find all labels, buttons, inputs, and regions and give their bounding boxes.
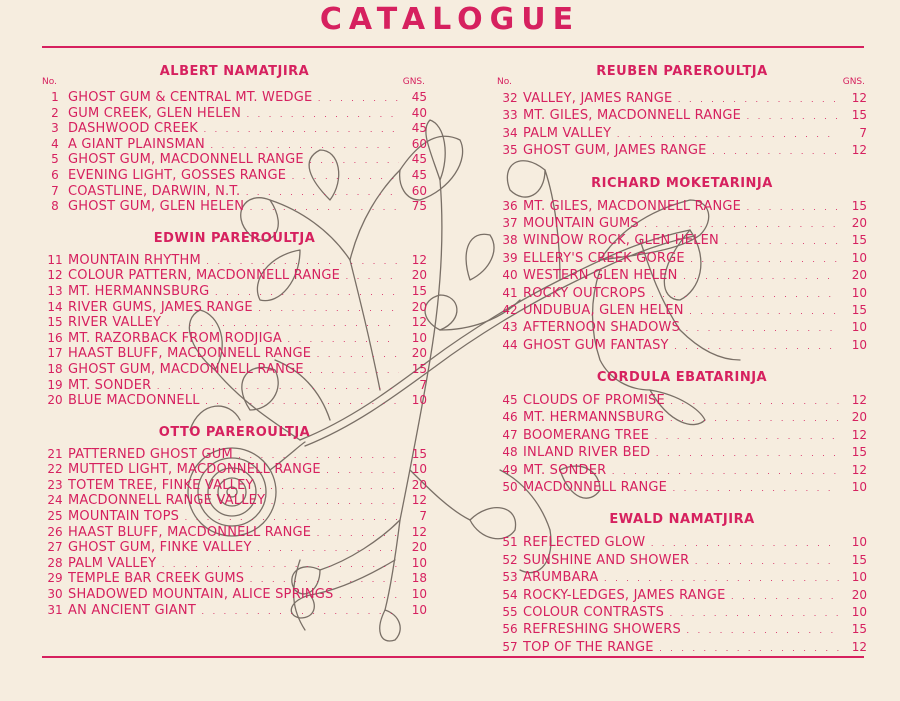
- entry-price: 7: [419, 509, 427, 524]
- catalogue-entry: [42, 284, 427, 300]
- entry-number: 57: [502, 639, 518, 654]
- catalogue-entry: [42, 152, 427, 168]
- entry-title: RIVER GUMS, JAMES RANGE . . .: [68, 300, 399, 317]
- catalogue-entry: [42, 331, 427, 347]
- entry-number: 36: [502, 198, 518, 213]
- entry-title: PATTERNED GHOST GUM . . .: [68, 447, 399, 464]
- entry-number: 37: [502, 215, 518, 230]
- entry-title: HAAST BLUFF, MACDONNELL RANGE . . .: [68, 346, 399, 363]
- entry-title: MT. SONDER . . .: [68, 378, 399, 395]
- catalogue-entry: [42, 184, 427, 200]
- entry-number: 38: [502, 233, 518, 248]
- catalogue-entry: [42, 253, 427, 269]
- catalogue-entry: [497, 409, 867, 426]
- entry-number: 50: [502, 480, 518, 495]
- entry-title: GHOST GUM FANTASY . . .: [523, 337, 839, 355]
- entry-number: 26: [47, 524, 63, 539]
- catalogue-entry: [42, 346, 427, 362]
- entry-number: 42: [502, 302, 518, 317]
- artist-heading: OTTO PAREROULTJA: [158, 424, 311, 440]
- catalogue-entry: [42, 587, 427, 603]
- entry-price: 7: [859, 125, 867, 140]
- entry-title: BOOMERANG TREE . . .: [523, 427, 839, 445]
- no-heading: No.: [42, 77, 57, 87]
- catalogue-entry: [497, 427, 867, 444]
- artist-heading: CORDULA EBATARINJA: [596, 370, 768, 386]
- entry-price: 7: [419, 377, 427, 392]
- entry-number: 44: [502, 337, 518, 352]
- catalogue-entry: [42, 137, 427, 153]
- left-column-header: [42, 62, 427, 90]
- entry-price: 15: [851, 233, 867, 248]
- catalogue-entry: [497, 142, 867, 159]
- entry-number: 45: [502, 393, 518, 408]
- entry-number: 7: [51, 183, 59, 198]
- entry-number: 55: [502, 604, 518, 619]
- artist-group: [497, 90, 867, 160]
- entry-title: RIVER VALLEY . . .: [68, 315, 399, 332]
- entry-number: 14: [47, 299, 63, 314]
- entry-number: 27: [47, 540, 63, 555]
- entry-price: 10: [851, 285, 867, 300]
- gns-heading: GNS.: [402, 77, 425, 87]
- entry-title: COLOUR CONTRASTS . . .: [523, 604, 839, 622]
- catalogue-entry: [42, 525, 427, 541]
- entry-number: 32: [502, 91, 518, 105]
- entry-number: 16: [47, 330, 63, 345]
- entry-title: GHOST GUM, GLEN HELEN . . .: [68, 199, 399, 216]
- catalogue-entry: [497, 267, 867, 284]
- entry-price: 15: [411, 361, 427, 376]
- entry-title: WESTERN GLEN HELEN . . .: [523, 267, 839, 285]
- catalogue-entry: [42, 199, 427, 215]
- entry-price: 75: [411, 199, 427, 214]
- entry-number: 28: [47, 555, 63, 570]
- entry-price: 10: [851, 535, 867, 550]
- catalogue-entry: [42, 571, 427, 587]
- entry-title: MT. GILES, MACDONNELL RANGE . . .: [523, 107, 839, 125]
- entry-price: 20: [411, 346, 427, 361]
- entry-price: 20: [851, 215, 867, 230]
- catalogue-entry: [497, 107, 867, 124]
- entry-number: 15: [47, 315, 63, 330]
- entry-price: 15: [851, 198, 867, 213]
- catalogue-entry: [497, 587, 867, 604]
- entry-number: 8: [51, 199, 59, 214]
- entry-title: GHOST GUM, FINKE VALLEY . . .: [68, 540, 399, 557]
- catalogue-entry: [42, 462, 427, 478]
- entry-price: 15: [411, 446, 427, 461]
- entry-number: 3: [51, 121, 59, 136]
- entry-price: 12: [851, 143, 867, 158]
- entry-number: 6: [51, 167, 59, 182]
- entry-number: 1: [51, 90, 59, 104]
- entry-title: SUNSHINE AND SHOWER . . .: [523, 552, 839, 570]
- catalogue-entry: [42, 362, 427, 378]
- entry-title: REFLECTED GLOW . . .: [523, 534, 839, 552]
- entry-price: 15: [851, 302, 867, 317]
- entry-number: 33: [502, 108, 518, 123]
- entry-number: 43: [502, 320, 518, 335]
- entry-title: HAAST BLUFF, MACDONNELL RANGE . . .: [68, 525, 399, 542]
- entry-price: 45: [411, 152, 427, 167]
- entry-number: 24: [47, 493, 63, 508]
- left-column: [42, 62, 427, 618]
- entry-title: A GIANT PLAINSMAN . . .: [68, 137, 399, 154]
- entry-price: 60: [411, 136, 427, 151]
- top-rule: [42, 46, 864, 48]
- catalogue-entry: [497, 639, 867, 656]
- entry-price: 20: [851, 410, 867, 425]
- entry-number: 52: [502, 552, 518, 567]
- entry-price: 10: [411, 587, 427, 602]
- entry-title: INLAND RIVER BED . . .: [523, 444, 839, 462]
- entry-title: MOUNTAIN GUMS . . .: [523, 215, 839, 233]
- entry-title: AN ANCIENT GIANT . . .: [68, 603, 399, 620]
- entry-price: 10: [411, 555, 427, 570]
- entry-price: 12: [411, 252, 427, 267]
- entry-title: MT. GILES, MACDONNELL RANGE . . .: [523, 198, 839, 216]
- catalogue-entry: [497, 215, 867, 232]
- entry-number: 17: [47, 346, 63, 361]
- artist-group: [42, 447, 427, 619]
- entry-number: 11: [47, 252, 63, 267]
- entry-number: 25: [47, 509, 63, 524]
- entry-price: 12: [411, 493, 427, 508]
- catalogue-entry: [497, 232, 867, 249]
- entry-price: 40: [411, 105, 427, 120]
- entry-price: 12: [851, 393, 867, 408]
- entry-number: 20: [47, 393, 63, 408]
- entry-title: ELLERY'S CREEK GORGE . . .: [523, 250, 839, 268]
- catalogue-entry: [42, 478, 427, 494]
- catalogue-entry: [42, 509, 427, 525]
- entry-number: 35: [502, 143, 518, 158]
- catalogue-entry: [497, 392, 867, 409]
- entry-price: 15: [411, 283, 427, 298]
- entry-number: 22: [47, 462, 63, 477]
- entry-title: EVENING LIGHT, GOSSES RANGE . . .: [68, 168, 399, 185]
- catalogue-entry: [497, 319, 867, 336]
- entry-title: MT. HERMANNSBURG . . .: [523, 409, 839, 427]
- entry-title: UNDUBUA, GLEN HELEN . . .: [523, 302, 839, 320]
- catalogue-entry: [497, 479, 867, 496]
- catalogue-entry: [497, 285, 867, 302]
- catalogue-entry: [497, 250, 867, 267]
- entry-title: MUTTED LIGHT, MACDONNELL RANGE . . .: [68, 462, 399, 479]
- catalogue-entry: [42, 447, 427, 463]
- entry-number: 54: [502, 587, 518, 602]
- gns-heading: GNS.: [842, 77, 865, 87]
- entry-price: 10: [851, 604, 867, 619]
- entry-title: TOP OF THE RANGE . . .: [523, 639, 839, 657]
- entry-number: 56: [502, 622, 518, 637]
- catalogue-entry: [42, 300, 427, 316]
- entry-title: BLUE MACDONNELL . . .: [68, 393, 399, 410]
- entry-title: PALM VALLEY . . .: [68, 556, 399, 573]
- entry-number: 49: [502, 462, 518, 477]
- catalogue-entry: [42, 106, 427, 122]
- entry-title: COASTLINE, DARWIN, N.T. . . .: [68, 184, 399, 201]
- entry-price: 12: [851, 427, 867, 442]
- entry-title: CLOUDS OF PROMISE . . .: [523, 392, 839, 410]
- catalogue-entry: [497, 462, 867, 479]
- entry-number: 21: [47, 446, 63, 461]
- entry-title: ROCKY OUTCROPS . . .: [523, 285, 839, 303]
- entry-number: 48: [502, 445, 518, 460]
- catalogue-entry: [497, 534, 867, 551]
- artist-group: [42, 253, 427, 409]
- catalogue-entry: [497, 604, 867, 621]
- catalogue-entry: [42, 168, 427, 184]
- artist-group: [497, 392, 867, 496]
- artist-group: [497, 534, 867, 656]
- entry-number: 12: [47, 268, 63, 283]
- entry-number: 19: [47, 377, 63, 392]
- artist-heading: ALBERT NAMATJIRA: [159, 64, 310, 79]
- entry-price: 10: [851, 570, 867, 585]
- entry-price: 45: [411, 90, 427, 104]
- entry-price: 10: [851, 250, 867, 265]
- artist-group: [497, 198, 867, 355]
- catalogue-entry: [42, 393, 427, 409]
- entry-price: 10: [851, 480, 867, 495]
- entry-title: GUM CREEK, GLEN HELEN . . .: [68, 106, 399, 123]
- entry-price: 10: [411, 393, 427, 408]
- entry-title: PALM VALLEY . . .: [523, 125, 839, 143]
- entry-price: 45: [411, 121, 427, 136]
- entry-price: 20: [411, 540, 427, 555]
- entry-price: 15: [851, 445, 867, 460]
- catalogue-entry: [42, 493, 427, 509]
- entry-title: REFRESHING SHOWERS . . .: [523, 621, 839, 639]
- entry-price: 10: [411, 330, 427, 345]
- entry-number: 39: [502, 250, 518, 265]
- entry-price: 15: [851, 622, 867, 637]
- catalogue-entry: [42, 90, 427, 106]
- entry-price: 10: [411, 602, 427, 617]
- catalogue-entry: [42, 268, 427, 284]
- catalogue-entry: [42, 603, 427, 619]
- entry-title: SHADOWED MOUNTAIN, ALICE SPRINGS . . .: [68, 587, 399, 604]
- artist-heading: RICHARD MOKETARINJA: [591, 175, 773, 191]
- catalogue-entry: [42, 540, 427, 556]
- entry-number: 29: [47, 571, 63, 586]
- entry-number: 51: [502, 535, 518, 550]
- entry-number: 47: [502, 427, 518, 442]
- entry-price: 60: [411, 183, 427, 198]
- artist-heading: REUBEN PAREROULTJA: [596, 64, 768, 79]
- entry-number: 13: [47, 283, 63, 298]
- catalogue-entry: [497, 198, 867, 215]
- entry-price: 12: [411, 524, 427, 539]
- entry-number: 53: [502, 570, 518, 585]
- catalogue-entry: [42, 315, 427, 331]
- catalogue-entry: [42, 378, 427, 394]
- entry-title: GHOST GUM, JAMES RANGE . . .: [523, 142, 839, 160]
- entry-price: 10: [851, 320, 867, 335]
- entry-title: MACDONNELL RANGE VALLEY . . .: [68, 493, 399, 510]
- no-heading: No.: [497, 77, 512, 87]
- entry-price: 20: [851, 587, 867, 602]
- right-column-header: [497, 62, 867, 90]
- artist-heading: EDWIN PAREROULTJA: [153, 230, 316, 246]
- entry-title: DASHWOOD CREEK . . .: [68, 121, 399, 138]
- catalogue-entry: [497, 621, 867, 638]
- entry-number: 41: [502, 285, 518, 300]
- catalogue-entry: [42, 556, 427, 572]
- entry-price: 20: [411, 268, 427, 283]
- entry-price: 12: [411, 315, 427, 330]
- entry-price: 12: [851, 639, 867, 654]
- catalogue-entry: [497, 569, 867, 586]
- entry-number: 46: [502, 410, 518, 425]
- entry-number: 30: [47, 587, 63, 602]
- entry-number: 2: [51, 105, 59, 120]
- entry-title: ARUMBARA . . .: [523, 569, 839, 587]
- entry-number: 18: [47, 361, 63, 376]
- catalogue-entry: [497, 444, 867, 461]
- entry-title: AFTERNOON SHADOWS . . .: [523, 319, 839, 337]
- entry-number: 5: [51, 152, 59, 167]
- artist-group: [42, 90, 427, 215]
- entry-number: 34: [502, 125, 518, 140]
- entry-title: GHOST GUM, MACDONNELL RANGE . . .: [68, 362, 399, 379]
- entry-price: 18: [411, 571, 427, 586]
- entry-number: 23: [47, 477, 63, 492]
- entry-number: 40: [502, 268, 518, 283]
- entry-price: 12: [851, 91, 867, 105]
- catalogue-entry: [497, 337, 867, 354]
- entry-number: 4: [51, 136, 59, 151]
- entry-title: MT. SONDER . . .: [523, 462, 839, 480]
- entry-price: 15: [851, 108, 867, 123]
- entry-price: 20: [411, 477, 427, 492]
- entry-price: 20: [851, 268, 867, 283]
- catalogue-entry: [497, 552, 867, 569]
- entry-number: 31: [47, 602, 63, 617]
- entry-price: 20: [411, 299, 427, 314]
- entry-title: VALLEY, JAMES RANGE . . .: [523, 90, 839, 108]
- entry-title: GHOST GUM & CENTRAL MT. WEDGE . . .: [68, 90, 399, 107]
- entry-price: 45: [411, 167, 427, 182]
- right-column: [497, 62, 867, 656]
- entry-title: TOTEM TREE, FINKE VALLEY . . .: [68, 478, 399, 495]
- catalogue-entry: [497, 125, 867, 142]
- entry-title: MOUNTAIN TOPS . . .: [68, 509, 399, 526]
- entry-title: WINDOW ROCK, GLEN HELEN . . .: [523, 232, 839, 250]
- artist-heading: EWALD NAMATJIRA: [609, 512, 755, 528]
- entry-title: TEMPLE BAR CREEK GUMS . . .: [68, 571, 399, 588]
- catalogue-entry: [497, 302, 867, 319]
- entry-title: ROCKY-LEDGES, JAMES RANGE . . .: [523, 587, 839, 605]
- entry-price: 10: [851, 337, 867, 352]
- entry-title: MOUNTAIN RHYTHM . . .: [68, 253, 399, 270]
- entry-title: MT. HERMANNSBURG . . .: [68, 284, 399, 301]
- entry-price: 10: [411, 462, 427, 477]
- entry-price: 15: [851, 552, 867, 567]
- entry-title: GHOST GUM, MACDONNELL RANGE . . .: [68, 152, 399, 169]
- entry-title: COLOUR PATTERN, MACDONNELL RANGE . . .: [68, 268, 399, 285]
- catalogue-entry: [497, 90, 867, 107]
- entry-title: MT. RAZORBACK FROM RODJIGA . . .: [68, 331, 399, 348]
- entry-title: MACDONNELL RANGE . . .: [523, 479, 839, 497]
- entry-price: 12: [851, 462, 867, 477]
- catalogue-title: CATALOGUE: [319, 2, 581, 37]
- catalogue-entry: [42, 121, 427, 137]
